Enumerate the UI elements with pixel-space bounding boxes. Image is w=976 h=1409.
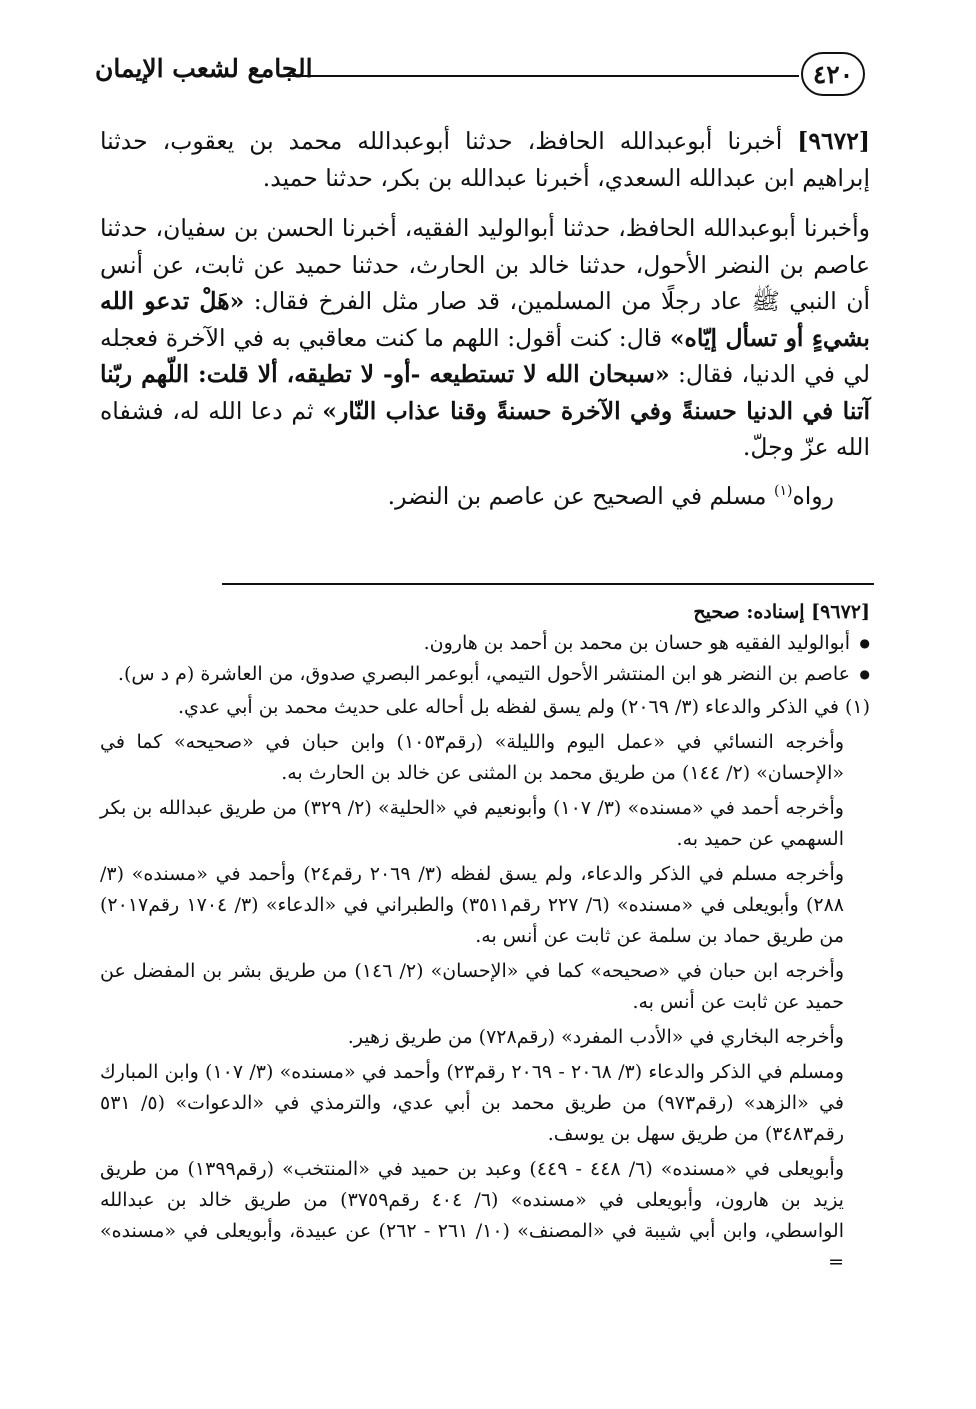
prophet-quote-2: «سبحان الله لا تستطيعه -أو- لا تطيقه، ألا قلت: اللّهم ربّنا آتنا في الدنيا حسنةً وفي الآخرة حسنةً وقنا عذاب النّار» bbox=[100, 360, 870, 425]
isnad-grade: [٩٦٧٢] إسناده: صحيح bbox=[693, 601, 870, 623]
narrator-note: ● عاصم بن النضر هو ابن المنتشر الأحول التيمي، أبوعمر البصري صدوق، من العاشرة (م د س). bbox=[100, 659, 870, 690]
hadith-number: [٩٦٧٢] bbox=[797, 127, 870, 155]
takhrij-paragraph: وأخرجه البخاري في «الأدب المفرد» (رقم٧٢٨) من طريق زهير. bbox=[347, 1026, 844, 1048]
book-title: الجامع لشعب الإيمان bbox=[95, 54, 313, 83]
isnad-text-1: أخبرنا أبوعبدالله الحافظ، حدثنا أبوعبدالله محمد بن يعقوب، حدثنا إبراهيم ابن عبدالله السعدي، أخبرنا عبدالله بن بكر، حدثنا حميد. bbox=[100, 127, 870, 192]
footnote-marker[interactable]: (١) bbox=[773, 482, 793, 499]
narrated-by bbox=[100, 478, 870, 515]
footnotes-section bbox=[100, 597, 870, 1278]
takhrij-paragraph: ومسلم في الذكر والدعاء (٣/ ٢٠٦٨ - ٢٠٦٩ رقم٢٣) وأحمد في «مسنده» (٣/ ١٠٧) وابن المبارك في «الزهد» (رقم٩٧٣) من طريق محمد بن أبي عدي، والترمذي في «الدعوات» (٥/ ٥٣١ رقم٣٤٨٣) من طريق سهل بن يوسف. bbox=[100, 1061, 844, 1145]
isnad-text-2: وأخبرنا أبوعبدالله الحافظ، حدثنا أبوالوليد الفقيه، أخبرنا الحسن بن سفيان، حدثنا عاصم بن النضر الأحول، حدثنا خالد بن الحارث، حدثنا حميد عن ثابت، عن أنس أن النبي ﷺ عاد رجلًا من المسلمين، قد صار مثل الفرخ فقال: bbox=[100, 214, 870, 315]
takhrij-paragraph: وأخرجه ابن حبان في «صحيحه» كما في «الإحسان» (٢/ ١٤٦) من طريق بشر بن المفضل عن حميد عن ثابت عن أنس به. bbox=[100, 960, 844, 1013]
page-header bbox=[95, 50, 865, 106]
main-text bbox=[100, 123, 870, 514]
page-number: ٤٢٠ bbox=[801, 52, 865, 96]
header-rule bbox=[285, 75, 799, 77]
narrated-text-b: مسلم في الصحيح عن عاصم بن النضر. bbox=[387, 481, 767, 510]
narrated-text-a: رواه bbox=[792, 481, 834, 510]
narrator-notes bbox=[100, 628, 870, 690]
hadith-text-c: ثم دعا الله له، فشفاه الله عزّ وجلّ. bbox=[100, 396, 870, 461]
takhrij-paragraph: وأخرجه أحمد في «مسنده» (٣/ ١٠٧) وأبونعيم في «الحلية» (٢/ ٣٢٩) من طريق عبدالله بن بكر السهمي عن حميد به. bbox=[100, 797, 844, 850]
takhrij-paragraph: وأبويعلى في «مسنده» (٦/ ٤٤٨ - ٤٤٩) وعبد بن حميد في «المنتخب» (رقم١٣٩٩) من طريق يزيد بن هارون، وأبويعلى في «مسنده» (٦/ ٤٠٤ رقم٣٧٥٩) من طريق خالد بن عبدالله الواسطي، وابن أبي شيبة في «المصنف» (١٠/ ٢٦١ - ٢٦٢) عن عبيدة، وأبويعلى في «مسنده» = bbox=[100, 1158, 845, 1273]
hadith-paragraph-2 bbox=[100, 210, 870, 466]
footnote-1: (١) في الذكر والدعاء (٣/ ٢٠٦٩) ولم يسق لفظه بل أحاله على حديث محمد بن أبي عدي. bbox=[178, 696, 870, 718]
prophet-quote-1: «هَلْ تدعو الله بشيءٍ أو تسأل إيّاه» bbox=[100, 287, 870, 352]
narrator-note: ● أبوالوليد الفقيه هو حسان بن محمد بن أحمد بن هارون. bbox=[100, 628, 870, 659]
hadith-text-b: قال: كنت أقول: اللهم ما كنت معاقبي به في الآخرة فعجله لي في الدنيا، فقال: bbox=[100, 323, 870, 388]
footnote-separator bbox=[222, 583, 874, 585]
hadith-paragraph-1 bbox=[100, 123, 870, 196]
takhrij-paragraph: وأخرجه مسلم في الذكر والدعاء، ولم يسق لفظه (٣/ ٢٠٦٩ رقم٢٤) وأحمد في «مسنده» (٣/ ٢٨٨) وأبويعلى في «مسنده» (٦/ ٢٢٧ رقم٣٥١١) والطبراني في «الدعاء» (٣/ ١٧٠٤ رقم٢٠١٧) من طريق حماد بن سلمة عن ثابت عن أنس به. bbox=[100, 863, 844, 947]
takhrij-paragraph: وأخرجه النسائي في «عمل اليوم والليلة» (رقم١٠٥٣) وابن حبان في «صحيحه» كما في «الإحسان» (٢/ ١٤٤) من طريق محمد بن المثنى عن خالد بن الحارث به. bbox=[100, 731, 844, 784]
